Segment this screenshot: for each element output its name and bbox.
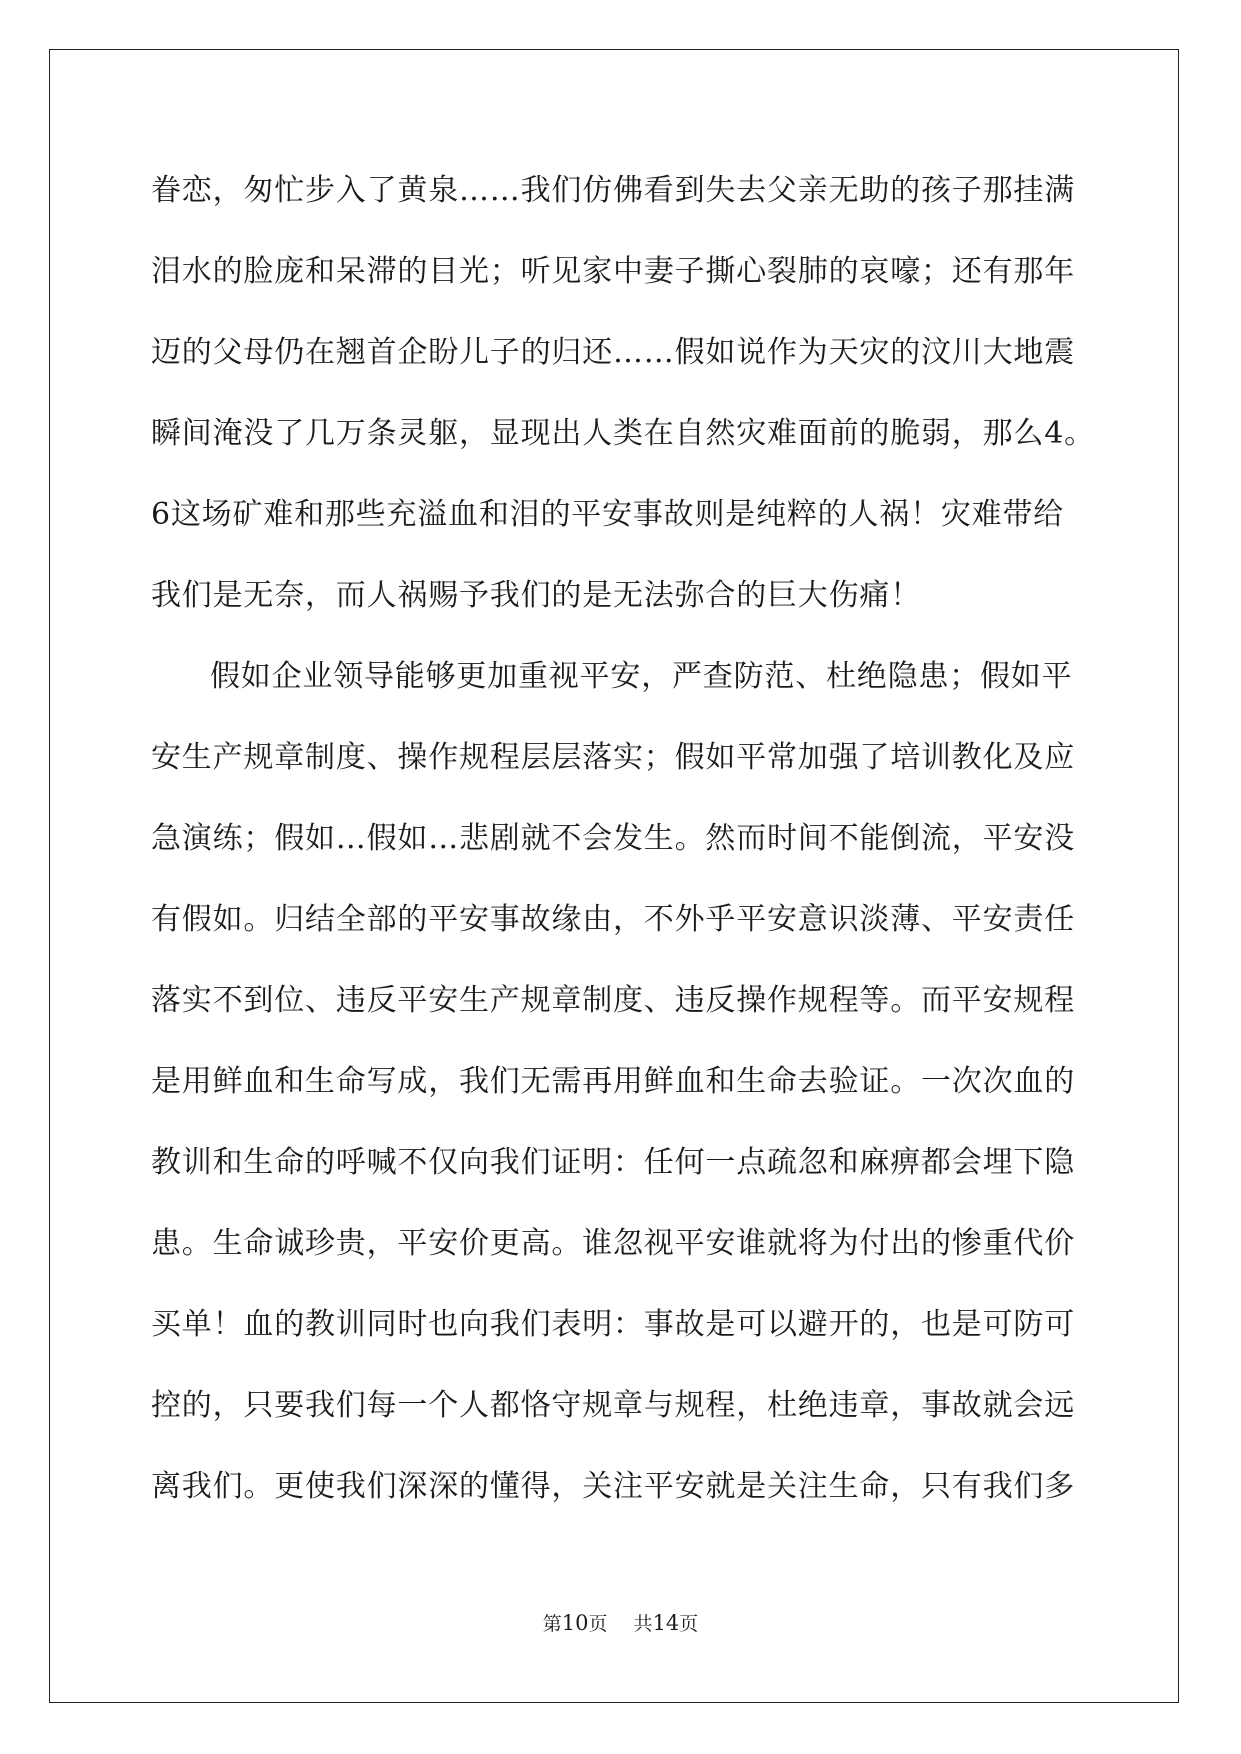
total-pages: 14: [652, 1611, 680, 1635]
text-line: 离我们。更使我们深深的懂得，关注平安就是关注生命，只有我们多: [151, 1469, 1075, 1504]
text-line: 安生产规章制度、操作规程层层落实；假如平常加强了培训教化及应: [151, 740, 1075, 775]
total-suffix: 页: [679, 1613, 699, 1635]
page-suffix: 页: [588, 1613, 608, 1635]
page-prefix: 第: [542, 1613, 562, 1635]
text-line: 控的，只要我们每一个人都恪守规章与规程，杜绝违章，事故就会远: [151, 1388, 1075, 1423]
text-line: 落实不到位、违反平安生产规章制度、违反操作规程等。而平安规程: [151, 983, 1075, 1018]
total-prefix: 共: [633, 1613, 653, 1635]
text-line: 有假如。归结全部的平安事故缘由，不外乎平安意识淡薄、平安责任: [151, 902, 1075, 937]
paragraph-first-line: 假如企业领导能够更加重视平安，严查防范、杜绝隐患；假如平: [210, 659, 1073, 694]
page-number: [543, 1611, 608, 1636]
text-line: 眷恋，匆忙步入了黄泉……我们仿佛看到失去父亲无助的孩子那挂满: [151, 173, 1075, 208]
text-line: 泪水的脸庞和呆滞的目光；听见家中妻子撕心裂肺的哀嚎；还有那年: [151, 254, 1075, 289]
text-line: 是用鲜血和生命写成，我们无需再用鲜血和生命去验证。一次次血的: [151, 1064, 1075, 1099]
text-line: 患。生命诚珍贵，平安价更高。谁忽视平安谁就将为付出的惨重代价: [151, 1226, 1075, 1261]
text-line: 急演练；假如…假如…悲剧就不会发生。然而时间不能倒流，平安没: [151, 821, 1075, 856]
text-line: 买单！血的教训同时也向我们表明：事故是可以避开的，也是可防可: [151, 1307, 1075, 1342]
text-line: 我们是无奈，而人祸赐予我们的是无法弥合的巨大伤痛！: [151, 578, 921, 613]
text-line: 迈的父母仍在翘首企盼儿子的归还……假如说作为天灾的汶川大地震: [151, 335, 1075, 370]
page-total: [634, 1611, 699, 1636]
text-line: 瞬间淹没了几万条灵躯，显现出人类在自然灾难面前的脆弱，那么4。: [151, 416, 1095, 451]
document-body: [151, 163, 1095, 1540]
text-line: 6这场矿难和那些充溢血和泪的平安事故则是纯粹的人祸！灾难带给: [151, 497, 1065, 532]
page-footer: [0, 1611, 1241, 1636]
current-page: 10: [561, 1611, 589, 1635]
text-line: 教训和生命的呼喊不仅向我们证明：任何一点疏忽和麻痹都会埋下隐: [151, 1145, 1075, 1180]
